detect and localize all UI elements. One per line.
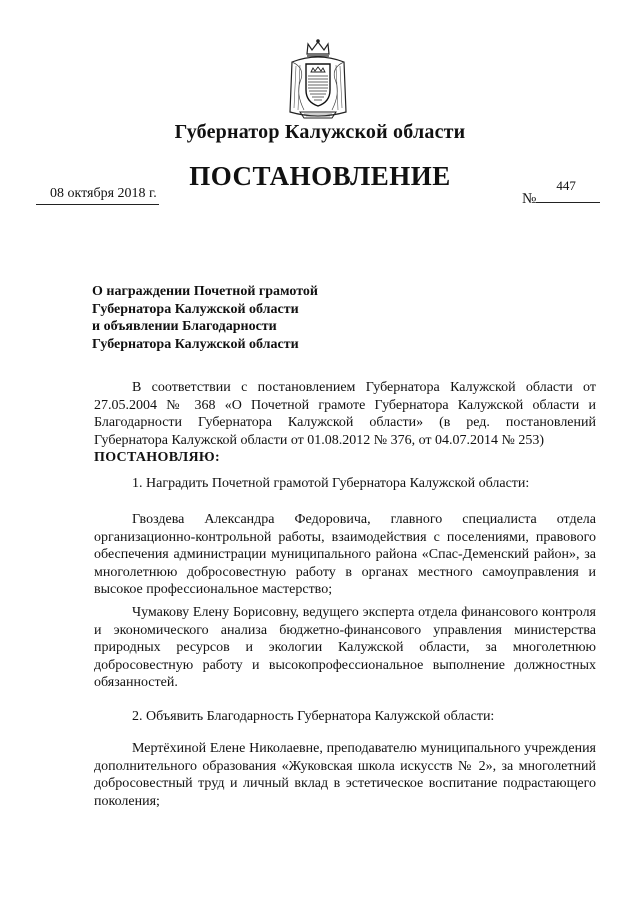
- subject-block: [92, 283, 354, 353]
- preamble-text: В соответствии с постановлением Губернатора Калужской области от 27.05.2004 № 368 «О Почетной грамоте Губернатора Калужской области и Благодарности Губернатора Калужской области» (в ред. постановлений Губернатора Калужской области от 01.08.2012 № 376, от 04.07.2014 № 253): [94, 380, 596, 448]
- subject-line: О награждении Почетной грамотой: [92, 284, 318, 299]
- document-date: 08 октября 2018 г.: [36, 186, 159, 205]
- subject-line: и объявлении Благодарности: [92, 319, 277, 334]
- decree-keyword: ПОСТАНОВЛЯЮ:: [94, 450, 220, 466]
- number-sign: №: [522, 191, 537, 207]
- subject-line: Губернатора Калужской области: [92, 336, 299, 352]
- subject-line: Губернатора Калужской области: [92, 301, 299, 317]
- number-underline: [536, 178, 600, 203]
- number-value: 447: [556, 178, 576, 193]
- awardee-paragraph: Чумакову Елену Борисовну, ведущего эксперта отдела финансового контроля и экономического анализа бюджетно-финансового управления министерства природных ресурсов и экологии Калужской области, за многолетнюю добросовестную работу и высокопрофессиональное выполнение должностных обязанностей.: [94, 605, 596, 691]
- awardee-paragraph: Гвоздева Александра Федоровича, главного специалиста отдела организационно-контрольной работы, взаимодействия с поселениями, правового обеспечения администрации муниципального района «Спас-Деменский район», за многолетнюю добросовестную работу в органах местного самоуправления и высокое профессиональное мастерство;: [94, 512, 596, 598]
- preamble-paragraph: [94, 379, 596, 467]
- document-type-heading: ПОСТАНОВЛЕНИЕ: [189, 161, 451, 191]
- awardee-paragraph: Мертёхиной Елене Николаевне, преподавателю муниципального учреждения дополнительного образования «Жуковская школа искусств № 2», за многолетний добросовестный труд и личный вклад в эстетическое воспитание подрастающего поколения;: [94, 741, 596, 809]
- authority-title: Губернатор Калужской области: [174, 121, 466, 143]
- coat-of-arms-icon: [286, 38, 350, 122]
- item-1-heading: 1. Наградить Почетной грамотой Губернатора Калужской области:: [132, 476, 530, 491]
- document-number: [522, 178, 600, 208]
- item-2-heading: 2. Объявить Благодарность Губернатора Калужской области:: [132, 709, 495, 724]
